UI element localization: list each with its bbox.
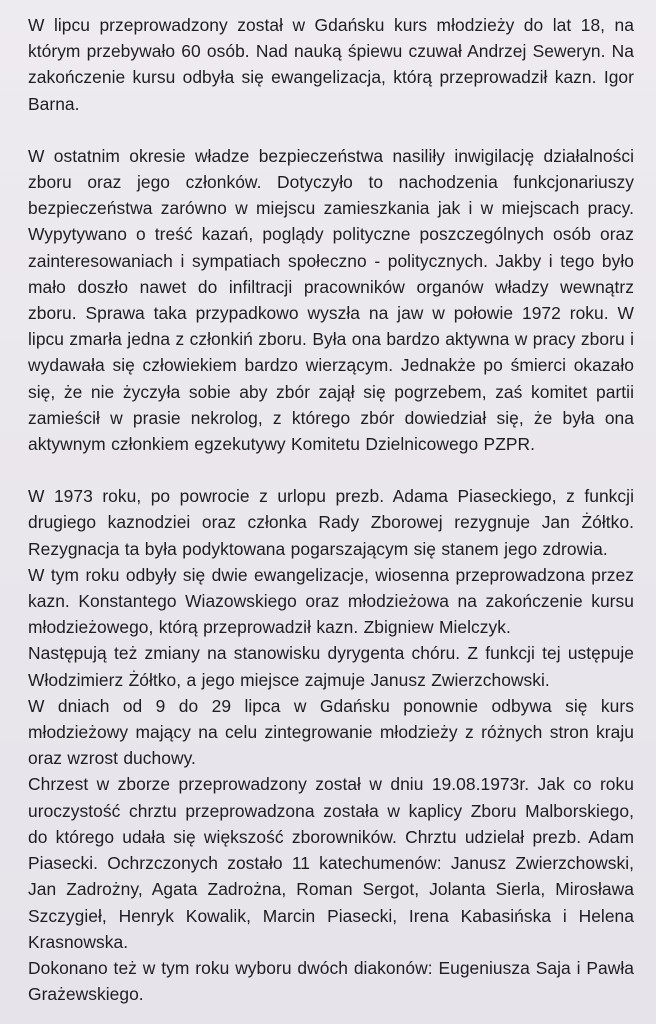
paragraph-baptism: Chrzest w zborze przeprowadzony został w dniu 19.08.1973r. Jak co roku uroczystość chrztu przeprowadzona została w kaplicy Zboru Malborskiego, do którego udała się większość zborowników. Chrztu udzielał prezb. Adam Piasecki. Ochrzczonych zostało 11 katechumenów: Janusz Zwierzchowski, Jan Zadrożny, Agata Zadrożna, Roman Sergot, Jolanta Sierla, Mirosława Szczygieł, Henryk Kowalik, Marcin Piasecki, Irena Kabasińska i Helena Krasnowska. [28, 774, 634, 952]
paragraph-resignation: W 1973 roku, po powrocie z urlopu prezb. Adama Piaseckiego, z funkcji drugiego kaznodziei oraz członka Rady Zborowej rezygnuje Jan Żółtko. Rezygnacja ta była podyktowana pogarszającym się stanem jego zdrowia. [28, 486, 634, 559]
paragraph-deacons: Dokonano też w tym roku wyboru dwóch diakonów: Eugeniusza Saja i Pawła Grażewskiego. [28, 957, 634, 1005]
paragraph-youth-course: W lipcu przeprowadzony został w Gdańsku kurs młodzieży do lat 18, na którym przebywało 60 osób. Nad nauką śpiewu czuwał Andrzej Seweryn. Na zakończenie kursu odbyła się ewangelizacja, którą przeprowadził kazn. Igor Barna. [28, 15, 634, 114]
paragraph-youth-course-1973: W dniach od 9 do 29 lipca w Gdańsku ponownie odbywa się kurs młodzieżowy mający na celu zintegrowanie młodzieży z różnych stron kraju oraz wzrost duchowy. [28, 695, 634, 769]
paragraph-evangelizations: W tym roku odbyły się dwie ewangelizacje, wiosenna przeprowadzona przez kazn. Konstantego Wiazowskiego oraz młodzieżowa na zakończenie kursu młodzieżowego, którą przeprowadził kazn. Zbigniew Mielczyk. [28, 564, 634, 638]
section-1973 [28, 483, 634, 1007]
paragraph-choir-conductor: Następują też zmiany na stanowisku dyrygenta chóru. Z funkcji tej ustępuje Włodzimierz Żółtko, a jego miejsce zajmuje Janusz Zwierzchowski. [28, 643, 634, 690]
paragraph-surveillance: W ostatnim okresie władze bezpieczeństwa nasiliły inwigilację działalności zboru oraz jego członków. Dotyczyło to nachodzenia funkcjonariuszy bezpieczeństwa zarówno w miejscu zamieszkania jak i w miejscach pracy. Wypytywano o treść kazań, poglądy polityczne poszczególnych osób oraz zainteresowaniach i sympatiach społeczno - politycznych. Jakby i tego było mało doszło nawet do infiltracji pracowników organów władzy wewnątrz zboru. Sprawa taka przypadkowo wyszła na jaw w połowie 1972 roku. W lipcu zmarła jedna z członkiń zboru. Była ona bardzo aktywna w pracy zboru i wydawała się człowiekiem bardzo wierzącym. Jednakże po śmierci okazało się, że nie życzyła sobie aby zbór zajął się pogrzebem, zaś komitet partii zamieścił w prasie nekrolog, z którego zbór dowiedział się, że była ona aktywnym członkiem egzekutywy Komitetu Dzielnicowego PZPR. [28, 145, 634, 455]
